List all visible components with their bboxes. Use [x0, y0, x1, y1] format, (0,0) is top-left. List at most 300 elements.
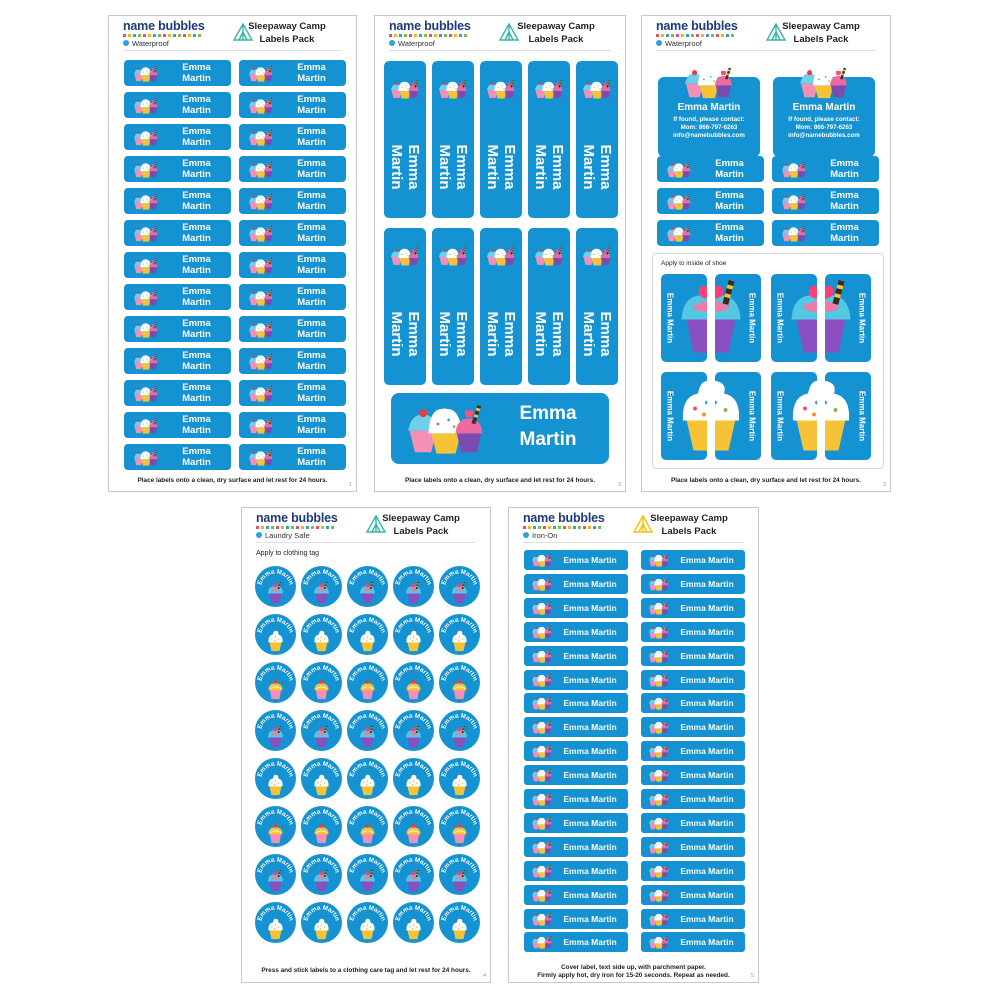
- circle-name-label: [347, 614, 388, 655]
- label-name: [279, 126, 344, 148]
- circle-name-label: [347, 566, 388, 607]
- label-last-name: Martin: [830, 201, 859, 212]
- label-type: Iron-On: [523, 531, 623, 540]
- label-name: Emma Martin: [563, 674, 617, 685]
- label-name: [530, 119, 568, 215]
- sheet-header: [656, 16, 876, 51]
- cupcakes-icon: [795, 65, 853, 99]
- label-name: Emma Martin: [680, 770, 734, 781]
- label-name: [279, 222, 344, 244]
- label-name-text: [436, 311, 470, 356]
- label-name: Emma Martin: [440, 616, 479, 634]
- label-last-name: Martin: [297, 201, 326, 212]
- circle-name-label: [439, 710, 480, 751]
- shoe-label-left: [661, 372, 707, 460]
- label-first-name: Emma: [501, 144, 518, 190]
- label-name: Emma Martin: [440, 568, 479, 586]
- label-last-name: Martin: [182, 201, 211, 212]
- label-first-name: Emma: [297, 158, 326, 169]
- label-last-name: Martin: [297, 233, 326, 244]
- cupcake-cherry-icon: [265, 822, 286, 844]
- cupcakes-icon: [390, 232, 420, 280]
- brand-name: name bubbles: [256, 511, 338, 525]
- label-first-name: Emma: [297, 190, 326, 201]
- cupcakes-icon: [582, 232, 612, 280]
- label-name: Emma Martin: [680, 578, 734, 589]
- name-label: [124, 284, 231, 310]
- label-first-name: Emma: [405, 311, 422, 357]
- shoe-label-left: [771, 274, 817, 362]
- section-title: Apply to clothing tag: [256, 550, 320, 557]
- cupcakes-icon: [129, 129, 163, 146]
- cupcakes-icon: [244, 97, 278, 114]
- circle-name-label: [301, 854, 342, 895]
- label-name: [164, 126, 229, 148]
- label-name: [482, 119, 520, 215]
- label-name: Emma Martin: [680, 674, 734, 685]
- label-last-name: Martin: [297, 169, 326, 180]
- label-name: Emma Martin: [440, 856, 479, 874]
- label-name: Emma Martin: [563, 794, 617, 804]
- cupcakes-icon: [244, 161, 278, 178]
- label-last-name: Martin: [436, 311, 453, 357]
- label-name: Emma Martin: [394, 616, 433, 634]
- label-last-name: Martin: [830, 169, 859, 180]
- pack-title: Sleepaway Camp Labels Pack: [382, 513, 460, 537]
- iron-on-name-label: [524, 837, 628, 857]
- label-last-name: Martin: [182, 425, 211, 436]
- cupcakes-icon: [647, 601, 671, 615]
- cupcake-pink-icon: [311, 582, 332, 604]
- name-label: [239, 60, 346, 86]
- shoe-label-area: [652, 253, 884, 469]
- label-name-text: Emma Martin: [857, 292, 867, 344]
- iron-on-name-label: [641, 646, 745, 666]
- label-last-name: Martin: [182, 73, 211, 84]
- cupcake-pink-icon: [715, 280, 745, 356]
- cupcake-pink-icon: [357, 726, 378, 748]
- circle-name-label: [393, 662, 434, 703]
- cupcake-pink-icon: [787, 280, 817, 356]
- label-name: Emma Martin: [394, 904, 433, 922]
- label-name: [745, 372, 759, 460]
- contact-info: If found, please contact: Mom: 866-797-6263 info@namebubbles.com: [788, 116, 860, 139]
- label-name: [279, 350, 344, 372]
- label-name: Emma Martin: [302, 712, 341, 730]
- label-name: Emma Martin: [348, 904, 387, 922]
- cupcakes-icon: [390, 65, 420, 113]
- label-name: Emma Martin: [256, 712, 295, 730]
- cupcake-cherry-icon: [265, 678, 286, 700]
- iron-on-name-label: [524, 693, 628, 713]
- shoe-label-right: [825, 372, 871, 460]
- label-name: Emma Martin: [680, 650, 734, 661]
- label-last-name: Martin: [182, 457, 211, 468]
- label-name: [773, 274, 787, 362]
- circle-name-label: [301, 806, 342, 847]
- label-name: Emma Martin: [394, 808, 433, 826]
- label-last-name: Martin: [297, 425, 326, 436]
- label-name: [279, 382, 344, 404]
- iron-on-name-label: [524, 885, 628, 905]
- cupcakes-icon: [647, 553, 671, 567]
- label-name: Emma Martin: [677, 102, 741, 113]
- label-first-name: Emma: [182, 286, 211, 297]
- cupcake-pink-icon: [403, 870, 424, 892]
- cupcakes-icon: [244, 225, 278, 242]
- label-name: [578, 119, 616, 215]
- label-name: [482, 286, 520, 382]
- cupcake-cherry-icon: [449, 678, 470, 700]
- label-name: [745, 274, 759, 362]
- label-last-name: Martin: [297, 137, 326, 148]
- page-number: 3: [882, 482, 886, 488]
- cupcake-pink-icon: [357, 582, 378, 604]
- iron-on-name-label: [524, 741, 628, 761]
- circle-name-label: [301, 566, 342, 607]
- circle-name-label: [439, 614, 480, 655]
- brand-logo: [523, 511, 623, 540]
- cupcakes-icon: [530, 888, 554, 902]
- label-name: Emma Martin: [680, 722, 734, 733]
- label-name: Emma Martin: [256, 616, 295, 634]
- tall-name-label: [432, 61, 474, 218]
- iron-on-name-label: [641, 574, 745, 594]
- circle-name-label: [393, 758, 434, 799]
- cupcakes-icon: [680, 65, 738, 99]
- label-name: Emma Martin: [348, 760, 387, 778]
- cupcake-white-icon: [825, 378, 855, 454]
- label-first-name: Emma: [405, 144, 422, 190]
- label-name: Emma Martin: [440, 808, 479, 826]
- sheet-1-waterproof: [108, 15, 357, 492]
- name-label: [124, 92, 231, 118]
- label-first-name: Emma: [182, 414, 211, 425]
- label-last-name: Martin: [715, 169, 744, 180]
- label-name: Emma Martin: [256, 568, 295, 586]
- label-name-text: Emma Martin: [857, 390, 867, 442]
- cupcakes-icon: [647, 840, 671, 854]
- label-type: Laundry Safe: [256, 531, 356, 540]
- label-name: Emma Martin: [792, 102, 856, 113]
- label-name: Emma Martin: [563, 865, 617, 876]
- label-last-name: Martin: [830, 233, 859, 244]
- cupcakes-icon: [647, 744, 671, 758]
- cupcakes-icon: [129, 385, 163, 402]
- cupcakes-icon: [530, 816, 554, 830]
- label-name-text: Emma Martin: [747, 390, 757, 442]
- name-label: [124, 380, 231, 406]
- label-name: [855, 274, 869, 362]
- label-first-name: Emma: [297, 446, 326, 457]
- contact-label: [773, 65, 875, 157]
- cupcakes-icon: [129, 97, 163, 114]
- label-name: [812, 158, 877, 180]
- footer-instructions: Place labels onto a clean, dry surface and let rest for 24 hours.: [404, 477, 595, 484]
- cupcake-white-icon: [787, 378, 817, 454]
- label-name: Emma Martin: [256, 760, 295, 778]
- circle-name-label: [439, 854, 480, 895]
- label-name-text: [580, 144, 614, 189]
- cupcakes-icon: [534, 65, 564, 113]
- label-name-text: [436, 144, 470, 189]
- circle-name-label: [393, 806, 434, 847]
- label-last-name: Martin: [182, 137, 211, 148]
- iron-on-name-label: [641, 765, 745, 785]
- sheet-2-waterproof: [374, 15, 626, 492]
- label-name: [164, 222, 229, 244]
- label-name: Emma Martin: [440, 712, 479, 730]
- label-name: Emma Martin: [348, 808, 387, 826]
- brand-name: name bubbles: [123, 19, 205, 33]
- cupcakes-icon: [438, 65, 468, 113]
- label-last-name: Martin: [297, 329, 326, 340]
- cupcake-pink-icon: [311, 726, 332, 748]
- name-label: [239, 284, 346, 310]
- iron-on-name-label: [524, 550, 628, 570]
- cupcake-pink-icon: [449, 726, 470, 748]
- label-first-name: Emma: [297, 62, 326, 73]
- label-last-name: Martin: [297, 73, 326, 84]
- name-label: [239, 348, 346, 374]
- label-name: Emma Martin: [302, 568, 341, 586]
- circle-name-label: [393, 566, 434, 607]
- cupcakes-icon: [647, 935, 671, 949]
- label-name: [386, 286, 424, 382]
- label-last-name: Martin: [484, 144, 501, 190]
- cupcakes-icon: [486, 65, 516, 113]
- label-name: [164, 318, 229, 340]
- page-number: 1: [348, 482, 352, 488]
- label-name: [164, 158, 229, 180]
- cupcake-white-icon: [403, 630, 424, 652]
- footer-instructions: Place labels onto a clean, dry surface and let rest for 24 hours.: [137, 477, 328, 484]
- label-name-text: Emma Martin: [665, 292, 675, 344]
- label-name: Emma Martin: [563, 937, 617, 948]
- label-first-name: Emma: [182, 382, 211, 393]
- label-name: Emma Martin: [563, 746, 617, 757]
- pack-title: Sleepaway Camp Labels Pack: [517, 21, 595, 45]
- name-label: [124, 60, 231, 86]
- cupcakes-icon: [530, 840, 554, 854]
- cupcakes-icon: [777, 193, 811, 210]
- label-first-name: Emma: [297, 94, 326, 105]
- label-first-name: Emma: [297, 222, 326, 233]
- sheet-5-iron-on: [508, 507, 759, 983]
- cupcake-white-icon: [265, 918, 286, 940]
- cupcakes-icon: [244, 289, 278, 306]
- label-name: Emma Martin: [394, 664, 433, 682]
- label-name: [530, 286, 568, 382]
- label-name-text: [484, 144, 518, 189]
- cupcakes-icon: [244, 129, 278, 146]
- name-label: [657, 156, 764, 182]
- label-name: Emma Martin: [563, 817, 617, 828]
- cupcake-white-icon: [311, 630, 332, 652]
- label-first-name: Emma: [297, 318, 326, 329]
- cupcakes-icon: [530, 625, 554, 639]
- cupcakes-icon: [244, 449, 278, 466]
- tall-name-label: [384, 228, 426, 385]
- brand-name: name bubbles: [656, 19, 738, 33]
- brand-dots: [389, 34, 469, 37]
- label-name: [164, 254, 229, 276]
- label-name: Emma Martin: [302, 616, 341, 634]
- cupcake-white-icon: [449, 630, 470, 652]
- label-name: [773, 372, 787, 460]
- label-first-name: Emma: [297, 414, 326, 425]
- circle-name-label: [301, 710, 342, 751]
- label-name: [812, 190, 877, 212]
- iron-on-name-label: [524, 789, 628, 809]
- cupcakes-icon: [647, 625, 671, 639]
- label-first-name: Emma: [297, 350, 326, 361]
- label-name: [279, 446, 344, 468]
- iron-on-name-label: [641, 789, 745, 809]
- cupcakes-icon: [530, 912, 554, 926]
- tall-name-label: [528, 228, 570, 385]
- contact-label: [658, 65, 760, 157]
- circle-name-label: [347, 902, 388, 943]
- label-first-name: Emma: [182, 254, 211, 265]
- cupcakes-icon: [647, 696, 671, 710]
- label-name: Emma Martin: [440, 904, 479, 922]
- label-name: Emma Martin: [256, 664, 295, 682]
- iron-on-name-label: [524, 765, 628, 785]
- label-first-name: Emma: [297, 254, 326, 265]
- label-name: Emma Martin: [348, 568, 387, 586]
- page-number: 5: [750, 973, 754, 979]
- iron-on-name-label: [641, 885, 745, 905]
- brand-dots: [256, 526, 336, 529]
- label-first-name: Emma: [453, 311, 470, 357]
- circle-name-label: [393, 614, 434, 655]
- cupcake-white-icon: [311, 774, 332, 796]
- label-name: Emma Martin: [256, 904, 295, 922]
- label-name-text: Emma Martin: [775, 292, 785, 344]
- cupcakes-icon: [244, 257, 278, 274]
- iron-on-name-label: [524, 861, 628, 881]
- iron-on-name-label: [641, 813, 745, 833]
- cupcakes-icon: [244, 385, 278, 402]
- label-first-name: Emma: [830, 190, 859, 201]
- shoe-label-right: [825, 274, 871, 362]
- shoe-label-left: [661, 274, 707, 362]
- name-label: [657, 220, 764, 246]
- sheet-header: [123, 16, 342, 51]
- label-name-text: [484, 311, 518, 356]
- label-last-name: Martin: [715, 233, 744, 244]
- cupcakes-icon: [530, 577, 554, 591]
- label-name: [697, 158, 762, 180]
- iron-on-name-label: [524, 670, 628, 690]
- sheet-header: [523, 508, 744, 543]
- name-label: [124, 156, 231, 182]
- iron-on-name-label: [641, 741, 745, 761]
- cupcakes-icon: [129, 65, 163, 82]
- circle-name-label: [393, 902, 434, 943]
- label-name: [434, 286, 472, 382]
- label-last-name: Martin: [182, 329, 211, 340]
- label-name: Emma Martin: [394, 712, 433, 730]
- cupcake-white-icon: [357, 918, 378, 940]
- cupcakes-icon: [530, 673, 554, 687]
- name-label: [239, 380, 346, 406]
- circle-name-label: [393, 710, 434, 751]
- label-first-name: Emma: [182, 94, 211, 105]
- cupcakes-icon: [777, 225, 811, 242]
- label-name: [164, 414, 229, 436]
- cupcakes-icon: [534, 232, 564, 280]
- page-number: 4: [482, 973, 486, 979]
- cupcakes-icon: [405, 401, 487, 455]
- label-first-name: Emma: [297, 126, 326, 137]
- name-label: [124, 220, 231, 246]
- label-name: Emma Martin: [302, 856, 341, 874]
- label-name: Emma Martin: [680, 865, 734, 876]
- circle-name-label: [347, 806, 388, 847]
- tall-name-label: [528, 61, 570, 218]
- cupcakes-icon: [530, 649, 554, 663]
- cupcake-pink-icon: [265, 870, 286, 892]
- brand-dots: [523, 526, 603, 529]
- cupcakes-icon: [129, 257, 163, 274]
- name-label: [239, 156, 346, 182]
- circle-name-label: [439, 758, 480, 799]
- cupcake-white-icon: [677, 378, 707, 454]
- label-name: Emma Martin: [563, 841, 617, 852]
- label-name-text: [532, 311, 566, 356]
- name-label: [124, 188, 231, 214]
- cupcake-cherry-icon: [311, 822, 332, 844]
- cupcakes-icon: [530, 696, 554, 710]
- brand-dots: [123, 34, 203, 37]
- shoe-section-title: Apply to inside of shoe: [661, 260, 727, 267]
- iron-on-name-label: [641, 837, 745, 857]
- label-name: [279, 94, 344, 116]
- label-name: Emma Martin: [680, 937, 734, 948]
- contact-info: If found, please contact: Mom: 866-797-6263 info@namebubbles.com: [673, 116, 745, 139]
- shoe-label-right: [715, 372, 761, 460]
- label-last-name: Martin: [388, 144, 405, 190]
- brand-logo: [389, 19, 489, 48]
- label-first-name: Emma: [182, 126, 211, 137]
- name-label: [239, 188, 346, 214]
- iron-on-name-label: [524, 813, 628, 833]
- circle-name-label: [439, 902, 480, 943]
- label-name: Emma Martin: [302, 664, 341, 682]
- label-name: [279, 254, 344, 276]
- cupcakes-icon: [530, 720, 554, 734]
- circle-name-label: [439, 566, 480, 607]
- label-name: [164, 382, 229, 404]
- label-name: Emma Martin: [680, 841, 734, 852]
- shoe-label-right: [715, 274, 761, 362]
- label-first-name: Emma: [182, 318, 211, 329]
- label-name: [164, 190, 229, 212]
- cupcakes-icon: [647, 888, 671, 902]
- cupcakes-icon: [530, 864, 554, 878]
- iron-on-name-label: [641, 670, 745, 690]
- label-last-name: Martin: [580, 144, 597, 190]
- label-first-name: Emma: [297, 382, 326, 393]
- label-name: Emma Martin: [256, 856, 295, 874]
- label-name: Emma Martin: [680, 817, 734, 828]
- label-name: Emma Martin: [348, 856, 387, 874]
- circle-name-label: [255, 566, 296, 607]
- label-last-name: Martin: [532, 144, 549, 190]
- cupcake-pink-icon: [449, 870, 470, 892]
